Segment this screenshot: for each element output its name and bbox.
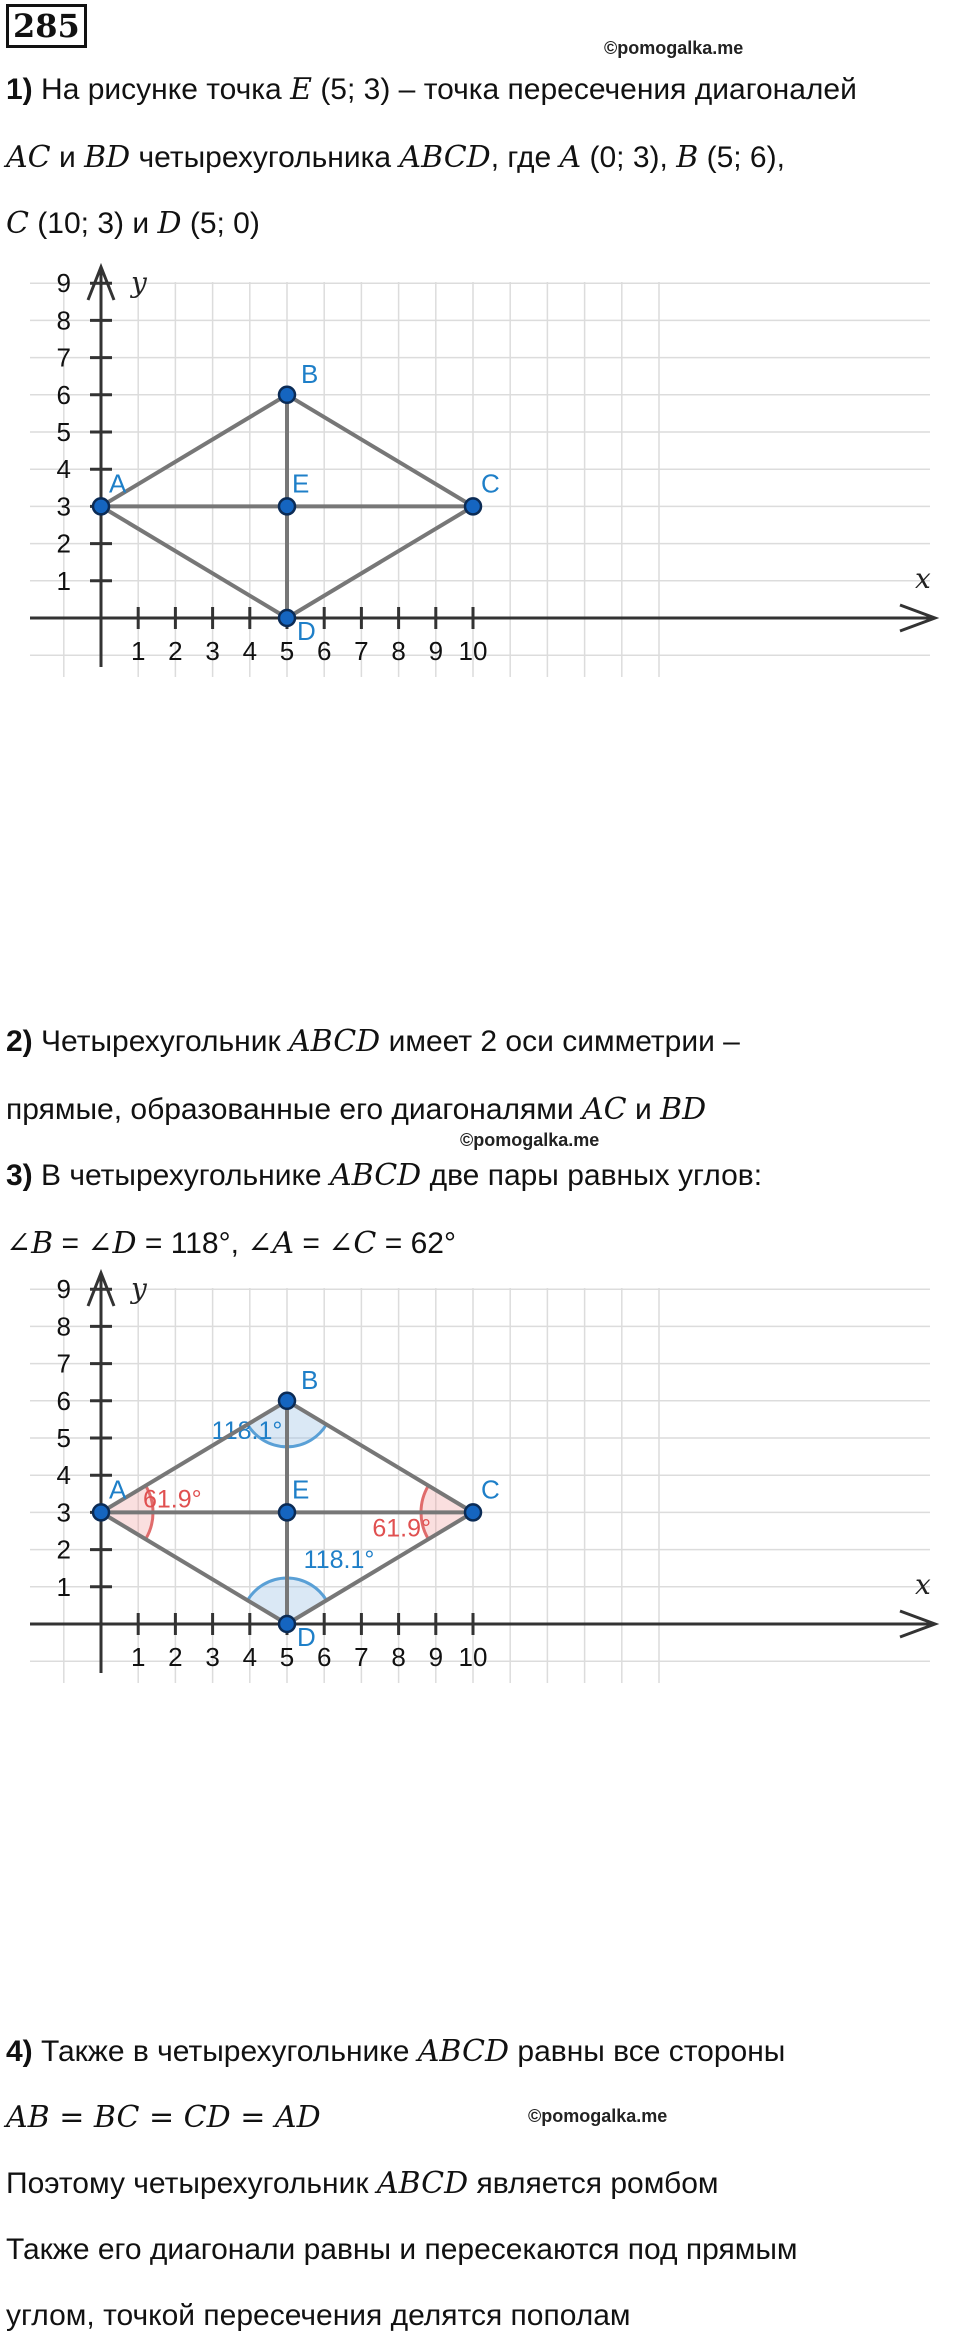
math-AC: AC (582, 1092, 627, 1127)
x-tick-label: 9 (428, 636, 444, 666)
y-tick-label: 3 (56, 491, 71, 522)
math-sides-equal: AB = BC = CD = AD (6, 2100, 321, 2135)
point-D (279, 1616, 295, 1632)
math-ABCD: ABCD (329, 1158, 422, 1193)
math-AC: AC (6, 140, 51, 175)
point-label-E: E (292, 1474, 310, 1505)
point-B (279, 1393, 295, 1409)
text: и (50, 141, 85, 174)
x-tick-label: 7 (354, 1642, 369, 1672)
text: В четырехугольнике (32, 1159, 330, 1192)
y-tick-label: 9 (56, 268, 71, 299)
point-A (93, 498, 109, 514)
x-tick-label: 8 (391, 636, 406, 666)
point-label-C: C (481, 1474, 500, 1505)
coordinate-plot-2 (0, 1268, 960, 2008)
x-tick-label: 1 (130, 636, 146, 666)
part1-number: 1) (6, 73, 33, 106)
point-label-B: B (301, 358, 319, 389)
text: = (53, 1227, 88, 1260)
text: = 62° (376, 1227, 456, 1260)
y-tick-label: 3 (56, 1497, 71, 1528)
point-label-D: D (297, 616, 316, 646)
part4-line1 (6, 2032, 785, 2072)
text: (0; 3), (581, 141, 677, 174)
math-E: E (290, 72, 312, 107)
text: Также в четырехугольнике (32, 2035, 418, 2068)
text: = 118°, (136, 1227, 248, 1260)
text: и (626, 1093, 661, 1126)
x-axis-label: x (915, 1568, 931, 1601)
angle-label-A: 61.9° (143, 1485, 202, 1514)
text: (5; 3) – точка пересечения диагоналей (311, 73, 857, 106)
x-tick-label: 4 (242, 636, 258, 666)
angle-label-B: 118.1° (211, 1416, 283, 1445)
x-tick-label: 5 (279, 1642, 295, 1672)
y-tick-label: 2 (56, 528, 71, 559)
y-axis-label: y (131, 266, 147, 299)
x-tick-label: 6 (316, 1642, 332, 1672)
point-E (279, 498, 295, 514)
text: четырехугольника (130, 141, 400, 174)
segment-DA (101, 1512, 287, 1624)
text: (10; 3) и (28, 207, 158, 240)
text: На рисунке точка (41, 73, 291, 106)
part2-line2 (6, 1090, 706, 1130)
math-A: A (559, 140, 582, 175)
segment-CD (287, 506, 473, 618)
part1-line3 (6, 204, 260, 244)
text: прямые, образованные его диагоналями (6, 1093, 583, 1126)
x-tick-label: 4 (242, 1642, 258, 1672)
point-E (279, 1504, 295, 1520)
point-B (279, 387, 295, 403)
y-tick-label: 7 (56, 342, 71, 373)
text: = (294, 1227, 329, 1260)
point-label-A: A (109, 468, 127, 499)
part4-number: 4) (6, 2035, 33, 2068)
part3-line2 (6, 1224, 456, 1264)
x-tick-label: 10 (458, 636, 488, 666)
y-tick-label: 6 (56, 379, 71, 410)
text: (5; 6), (698, 141, 785, 174)
point-label-D: D (297, 1622, 316, 1652)
math-angle-B: ∠B (6, 1226, 54, 1261)
part4-line3 (6, 2164, 719, 2204)
part3-number: 3) (6, 1159, 33, 1192)
y-tick-label: 8 (56, 305, 71, 336)
y-tick-label: 4 (56, 454, 71, 485)
segment-BC (287, 395, 473, 507)
text: (5; 0) (181, 207, 260, 240)
y-tick-label: 9 (56, 1274, 71, 1305)
x-tick-label: 2 (168, 1642, 183, 1672)
part4-line4: Также его диагонали равны и пересекаются под прямым (6, 2233, 798, 2266)
segment-BC (287, 1401, 473, 1513)
x-tick-label: 7 (354, 636, 369, 666)
watermark: ©pomogalka.me (528, 2106, 668, 2126)
text: равны все стороны (509, 2035, 786, 2068)
part1-line2 (6, 138, 785, 178)
point-label-A: A (109, 1474, 127, 1505)
y-tick-label: 6 (56, 1385, 71, 1416)
point-C (465, 498, 481, 514)
y-tick-label: 1 (56, 565, 71, 596)
watermark: ©pomogalka.me (460, 1130, 600, 1150)
y-axis-label: y (131, 1272, 147, 1305)
watermark: ©pomogalka.me (604, 38, 744, 58)
x-axis-label: x (915, 562, 931, 595)
y-tick-label: 5 (56, 417, 71, 447)
text: имеет 2 оси симметрии – (380, 1025, 740, 1058)
x-tick-label: 6 (316, 636, 332, 666)
x-tick-label: 8 (391, 1642, 406, 1672)
text: Поэтому четырехугольник (6, 2167, 377, 2200)
x-tick-label: 9 (428, 1642, 444, 1672)
y-tick-label: 1 (56, 1571, 71, 1602)
math-BD: BD (84, 140, 131, 175)
point-D (279, 610, 295, 626)
point-label-C: C (481, 468, 500, 499)
task-number-badge (6, 4, 87, 48)
text: является ромбом (468, 2167, 719, 2200)
text: две пары равных углов: (421, 1159, 763, 1192)
text: , где (490, 141, 560, 174)
math-D: D (157, 206, 182, 241)
part2-number: 2) (6, 1025, 33, 1058)
math-ABCD: ABCD (376, 2166, 469, 2201)
x-tick-label: 5 (279, 636, 295, 666)
y-tick-label: 5 (56, 1423, 71, 1453)
angle-label-C: 61.9° (372, 1514, 431, 1543)
segment-DA (101, 506, 287, 618)
x-tick-label: 1 (130, 1642, 146, 1672)
x-tick-label: 2 (168, 636, 183, 666)
part4-line5: углом, точкой пересечения делятся пополам (6, 2299, 631, 2332)
math-ABCD: ABCD (399, 140, 491, 175)
y-tick-label: 7 (56, 1348, 71, 1379)
x-tick-label: 10 (458, 1642, 488, 1672)
y-tick-label: 2 (56, 1534, 71, 1565)
y-tick-label: 4 (56, 1460, 71, 1491)
angle-label-D: 118.1° (303, 1546, 375, 1574)
math-BD: BD (660, 1092, 707, 1127)
segment-AB (101, 395, 287, 507)
point-C (465, 1504, 481, 1520)
part4-line2 (6, 2098, 321, 2138)
text: Четырехугольник (32, 1025, 289, 1058)
point-label-B: B (301, 1364, 319, 1395)
part2-line1 (6, 1022, 740, 1062)
math-B: B (676, 140, 699, 175)
x-tick-label: 3 (205, 1642, 220, 1672)
part3-line1 (6, 1156, 762, 1196)
math-C: C (6, 206, 29, 241)
math-angle-D: ∠D (87, 1226, 137, 1261)
point-label-E: E (292, 468, 310, 499)
y-tick-label: 8 (56, 1311, 71, 1342)
math-ABCD: ABCD (288, 1024, 381, 1059)
coordinate-plot-1 (0, 262, 960, 1002)
task-number: 285 (13, 7, 80, 45)
math-angle-C: ∠C (328, 1226, 377, 1261)
part1-line1 (6, 70, 857, 110)
point-A (93, 1504, 109, 1520)
math-angle-A: ∠A (247, 1226, 295, 1261)
x-tick-label: 3 (205, 636, 220, 666)
math-ABCD: ABCD (417, 2034, 510, 2069)
